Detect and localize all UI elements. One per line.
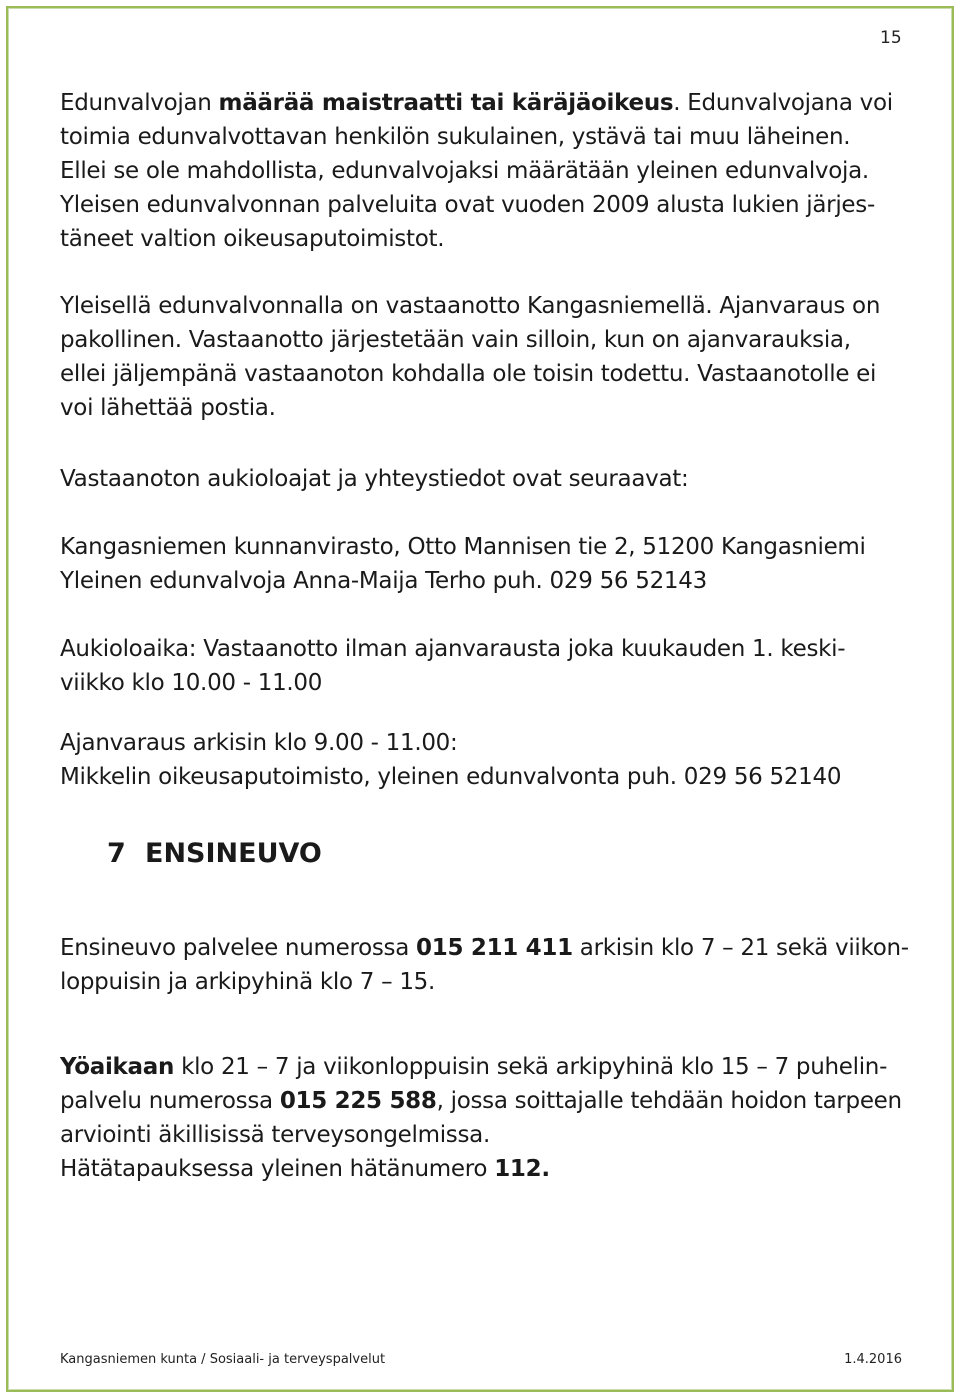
text-line: Aukioloaika: Vastaanotto ilman ajanvarausta joka kuukauden 1. keski- [60,636,846,662]
text-line: loppuisin ja arkipyhinä klo 7 – 15. [60,969,436,995]
text-line: viikko klo 10.00 - 11.00 [60,670,323,696]
phone-number: 015 225 588 [279,1088,437,1114]
bold-text: Yöaikaan [60,1054,175,1080]
emergency-number: 112. [494,1156,550,1182]
text-line: Hätätapauksessa yleinen hätänumero 112. [60,1156,550,1182]
paragraph-contact-address [60,530,910,598]
paragraph-guardian-appointment [60,86,910,256]
footer-organization: Kangasniemen kunta / Sosiaali- ja terveyspalvelut [60,1352,386,1367]
text-line: ellei jäljempänä vastaanoton kohdalla ole toisin todettu. Vastaanotolle ei [60,361,877,387]
text-line: Ensineuvo palvelee numerossa 015 211 411 arkisin klo 7 – 21 sekä viikon- [60,935,909,961]
page-number: 15 [880,28,902,48]
phone-number: 015 211 411 [416,935,573,961]
text-line: pakollinen. Vastaanotto järjestetään vain silloin, kun on ajanvarauksia, [60,327,851,353]
paragraph-reception-info [60,289,910,425]
text-line: voi lähettää postia. [60,395,276,421]
text-line: toimia edunvalvottavan henkilön sukulainen, ystävä tai muu läheinen. [60,124,851,150]
paragraph-night-service [60,1050,910,1186]
paragraph-opening-hours-intro [60,462,910,496]
text-line: Yleisellä edunvalvonnalla on vastaanotto Kangasniemellä. Ajanvaraus on [60,293,881,319]
paragraph-opening-time [60,632,910,700]
footer-date: 1.4.2016 [844,1352,902,1367]
text-line: Yöaikaan klo 21 – 7 ja viikonloppuisin sekä arkipyhinä klo 15 – 7 puhelin- [60,1054,888,1080]
text-line: Vastaanoton aukioloajat ja yhteystiedot ovat seuraavat: [60,466,689,492]
text-line: Kangasniemen kunnanvirasto, Otto Mannisen tie 2, 51200 Kangasniemi [60,534,866,560]
page-footer [60,1352,902,1367]
paragraph-appointment-booking [60,726,910,794]
text-line: Ajanvaraus arkisin klo 9.00 - 11.00: [60,730,458,756]
text-line: täneet valtion oikeusaputoimistot. [60,226,445,252]
text-line: Yleisen edunvalvonnan palveluita ovat vuoden 2009 alusta lukien järjes- [60,192,875,218]
paragraph-ensineuvo-hours [60,931,910,999]
text-line: Ellei se ole mahdollista, edunvalvojaksi määrätään yleinen edunvalvoja. [60,158,869,184]
text-line: Yleinen edunvalvoja Anna-Maija Terho puh. 029 56 52143 [60,568,707,594]
text-line: palvelu numerossa 015 225 588, jossa soittajalle tehdään hoidon tarpeen [60,1088,902,1114]
section-heading [107,838,322,869]
text-line: Edunvalvojan määrää maistraatti tai käräjäoikeus. Edunvalvojana voi [60,90,893,116]
section-title: ENSINEUVO [145,838,322,869]
bold-text: määrää maistraatti tai käräjäoikeus [218,90,674,116]
text-line: arviointi äkillisissä terveysongelmissa. [60,1122,490,1148]
text-line: Mikkelin oikeusaputoimisto, yleinen edunvalvonta puh. 029 56 52140 [60,764,842,790]
section-number: 7 [107,838,126,869]
